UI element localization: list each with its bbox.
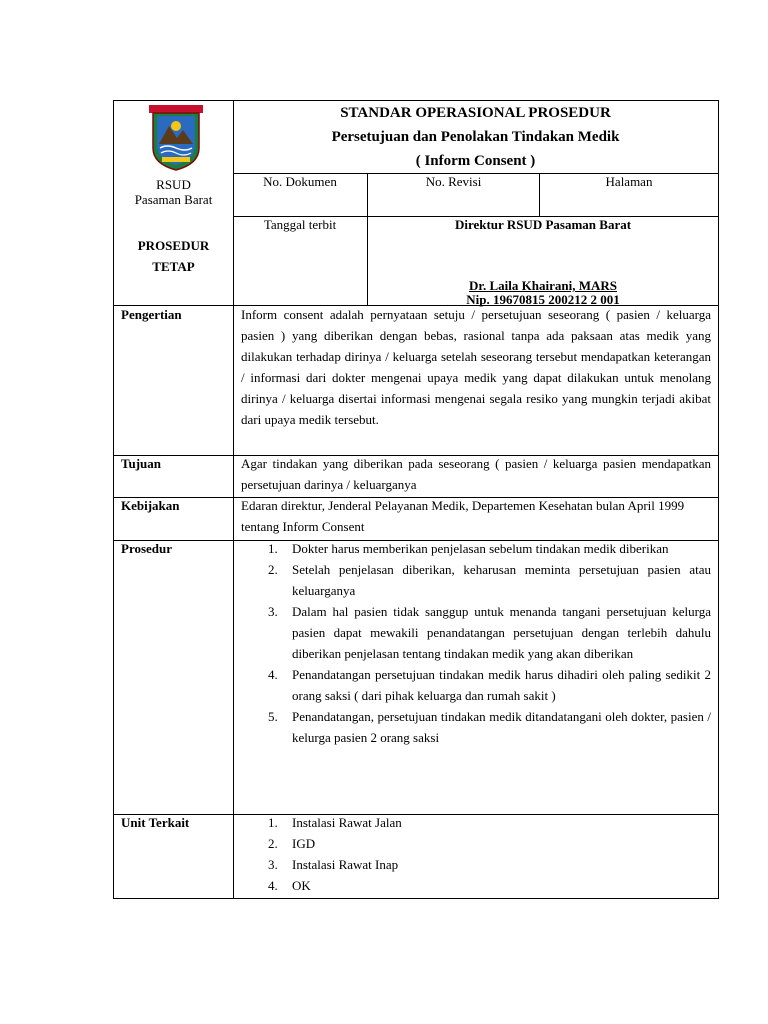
prosedur-item: 1. Dokter harus memberikan penjelasan sebelum tindakan medik diberikan — [268, 541, 669, 556]
pengertian-label: Pengertian — [121, 307, 182, 322]
sop-document — [113, 100, 719, 899]
org-line-2: Pasaman Barat — [134, 192, 213, 207]
signer-block — [368, 279, 718, 307]
unit-item: 2. IGD — [268, 836, 316, 851]
no-dokumen-label: No. Dokumen — [263, 174, 337, 189]
prosedur-line-1: PROSEDUR — [137, 238, 210, 253]
prosedur-item: 3. Dalam hal pasien tidak sanggup untuk menanda tangani persetujuan kelurga pasien dapat mewakili penandatangan persetujuan dengan terlebih dahulu diberikan penjelasan tentang tindakan medik yang akan diberikan — [268, 604, 711, 661]
signer-name: Dr. Laila Khairani, MARS — [469, 278, 617, 293]
org-line-1: RSUD — [156, 177, 191, 192]
prosedur-item: 2. Setelah penjelasan diberikan, keharusan meminta persetujuan pasien atau keluarganya — [268, 562, 711, 598]
halaman-label: Halaman — [605, 174, 653, 189]
org-name — [114, 177, 233, 207]
title-block — [233, 101, 718, 173]
tujuan-label: Tujuan — [121, 456, 161, 471]
document-subtitle-2: ( Inform Consent ) — [415, 153, 536, 169]
unit-terkait-list — [241, 812, 711, 896]
no-revisi-label: No. Revisi — [425, 174, 482, 189]
direktur-label: Direktur RSUD Pasaman Barat — [454, 217, 632, 232]
prosedur-item: 4. Penandatangan persetujuan tindakan medik harus dihadiri oleh paling sedikit 2 orang saksi ( dari pihak keluarga dan rumah sakit ) — [268, 667, 711, 703]
unit-terkait-label: Unit Terkait — [121, 815, 190, 830]
unit-item: 1. Instalasi Rawat Jalan — [268, 815, 402, 830]
prosedur-item: 5. Penandatangan, persetujuan tindakan medik ditandatangani oleh dokter, pasien / kelurga pasien 2 orang saksi — [268, 709, 711, 745]
pengertian-text: Inform consent adalah pernyataan setuju / persetujuan seseorang ( pasien / keluarga pasien ) yang diberikan dengan bebas, rasional tanpa ada paksaan atas medik yang dilakukan terhadap dirinya / keluarga setelah seseorang tersebut mendapatkan keterangan / informasi dari dokter mengenai upaya medik yang dapat dilakukan untuk menolang dirinya / keluarga disertai informasi mengenai segala resiko yang mungkin terjadi akibat dari upaya medik tersebut. — [241, 307, 711, 427]
prosedur-list — [241, 538, 711, 748]
signer-nip: Nip. 19670815 200212 2 001 — [466, 292, 620, 307]
prosedur-line-2: TETAP — [152, 259, 195, 274]
prosedur-tetap-label — [114, 235, 233, 277]
tanggal-terbit-label: Tanggal terbit — [263, 217, 337, 232]
kebijakan-text: Edaran direktur, Jenderal Pelayanan Medik, Departemen Kesehatan bulan April 1999 tentang Inform Consent — [241, 498, 685, 534]
document-subtitle: Persetujuan dan Penolakan Tindakan Medik — [331, 129, 620, 145]
prosedur-label: Prosedur — [121, 541, 173, 556]
tujuan-text: Agar tindakan yang diberikan pada seseorang ( pasien / keluarga pasien mendapatkan persetujuan darinya / keluarganya — [241, 456, 711, 492]
unit-item: 4. OK — [268, 878, 311, 893]
document-title: STANDAR OPERASIONAL PROSEDUR — [340, 105, 611, 121]
kebijakan-label: Kebijakan — [121, 498, 180, 513]
unit-item: 3. Instalasi Rawat Inap — [268, 857, 399, 872]
pasaman-barat-logo — [147, 104, 205, 172]
